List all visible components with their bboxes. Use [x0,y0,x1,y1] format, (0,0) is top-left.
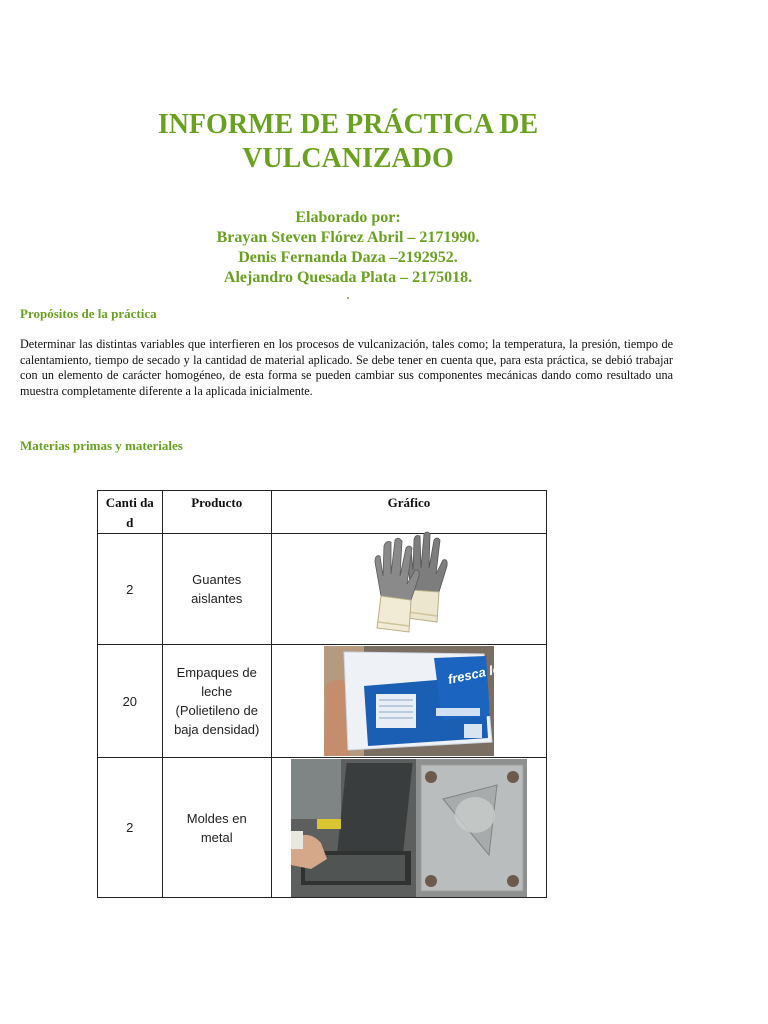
row-2-graphic [271,645,546,758]
trailing-dot: . [346,288,350,302]
purpose-paragraph: Determinar las distintas variables que interfieren en los procesos de vulcanización, tales como; la temperatura, la presión, tiempo de calentamiento, tiempo de secado y la cantidad de material aplicado. Se debe tener en cuenta que, para esta práctica, se debió trabajar con un elemento de carácter homogéneo, de esta forma se pueden cambiar sus componentes mecánicas dando como resultado una muestra completamente diferente a la aplicada inicialmente. [20,337,673,398]
author-1: Brayan Steven Flórez Abril – 2171990. [216,229,480,246]
header-product: Producto [162,491,271,534]
row-3-graphic [271,758,546,898]
document-title [0,108,696,176]
authors-block [0,208,696,302]
author-2: Denis Fernanda Daza –2192952. [238,249,458,266]
table-row [98,645,547,758]
materials-table [97,490,547,898]
row-2-product: Empaques de leche (Polietileno de baja densidad) [162,645,271,758]
table-row [98,534,547,645]
title-line-1: INFORME DE PRÁCTICA DE [157,109,539,140]
metal-molds-photo [291,759,527,897]
row-3-qty: 2 [98,758,163,898]
gloves-photo [365,526,453,638]
row-1-graphic [271,534,546,645]
authors-label: Elaborado por: [295,209,401,226]
materials-heading: Materias primas y materiales [20,438,183,453]
row-3-product: Moldes en metal [162,758,271,898]
milk-bags-photo [324,646,524,756]
table-row [98,758,547,898]
milk-brand-text: fresca leche [446,656,524,687]
header-quantity: Canti dad [98,491,163,534]
purpose-heading: Propósitos de la práctica [20,306,157,321]
row-1-qty: 2 [98,534,163,645]
author-3: Alejandro Quesada Plata – 2175018. [223,269,473,286]
row-1-product: Guantes aislantes [162,534,271,645]
title-line-2: VULCANIZADO [242,143,454,174]
row-2-qty: 20 [98,645,163,758]
table-header-row [98,491,547,534]
header-graphic: Gráfico [271,491,546,534]
